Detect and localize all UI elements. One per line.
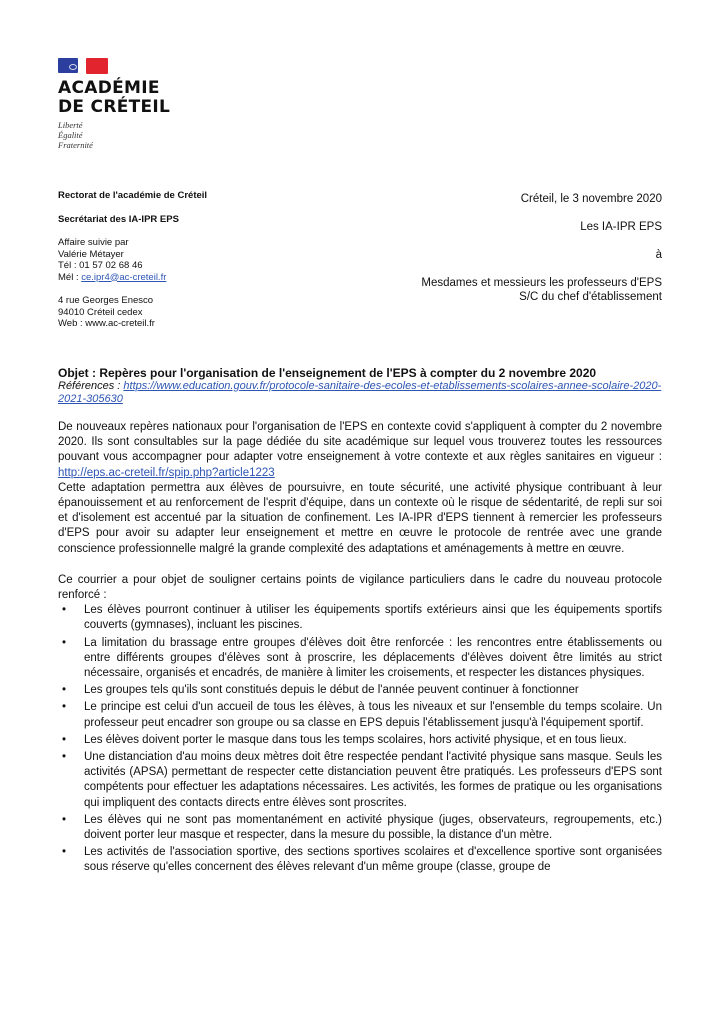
bullet-icon: • xyxy=(62,684,67,697)
bullet-icon: • xyxy=(62,846,67,859)
list-item xyxy=(58,603,662,633)
eps-article-link[interactable]: http://eps.ac-creteil.fr/spip.php?article1223 xyxy=(58,466,275,479)
rectorat-label: Rectorat de l'académie de Créteil xyxy=(58,190,208,201)
list-item-text: Les activités de l'association sportive, des sections sportives scolaires et d'excellence sportive sont organisées sous réserve qu'elles concernent des élèves relevant d'un même groupe (classe, groupe de xyxy=(84,846,662,874)
list-item xyxy=(58,636,662,682)
vigilance-list xyxy=(58,603,662,875)
paragraph-adaptation: Cette adaptation permettra aux élèves de poursuivre, en toute sécurité, une activité physique contribuant à leur épanouissement et au renforcement de l'esprit d'équipe, dans un contexte où le risque de sédentarité, de repli sur soi et d'isolement est accentué par la situation de confinement. Les IA-IPR d'EPS tiennent à remercier les professeurs d'EPS pour avoir su adapter leur enseignement et mettre en œuvre le protocole de rentrée avec une grande conscience professionnelle malgré la grande complexité des adaptations et aménagements à mettre en œuvre. xyxy=(58,481,662,555)
letter-date: Créteil, le 3 novembre 2020 xyxy=(520,193,662,205)
bullet-icon: • xyxy=(62,751,67,764)
french-flag-icon xyxy=(58,58,170,75)
logo-line-1: ACADÉMIE xyxy=(58,78,160,98)
flag-blue-panel xyxy=(58,58,78,73)
list-item xyxy=(58,813,662,843)
letter-subject: Objet : Repères pour l'organisation de l'enseignement de l'EPS à compter du 2 novembre 2020 xyxy=(58,366,597,380)
motto-liberte: Liberté xyxy=(58,120,83,130)
paragraph-intro xyxy=(58,420,662,481)
mel-label: Mél : xyxy=(58,271,82,283)
address-line-1: 4 rue Georges Enesco xyxy=(58,295,154,306)
flag-red-panel xyxy=(86,58,108,74)
references-label: Références : xyxy=(58,380,124,392)
academie-logo xyxy=(58,58,170,150)
contact-name: Valérie Métayer xyxy=(58,248,124,260)
bullet-icon: • xyxy=(62,813,67,826)
list-item xyxy=(58,845,662,875)
list-item xyxy=(58,733,662,748)
addressee-line-2: S/C du chef d'établissement xyxy=(519,291,662,303)
references xyxy=(58,380,662,406)
list-item-text: Les élèves pourront continuer à utiliser les équipements sportifs extérieurs ainsi que les équipements sportifs couverts (gymnases), incluant les piscines. xyxy=(84,604,662,632)
affaire-label: Affaire suivie par xyxy=(58,237,129,248)
list-item xyxy=(58,683,662,698)
secretariat-label: Secrétariat des IA-IPR EPS xyxy=(58,213,179,225)
address-line-2: 94010 Créteil cedex xyxy=(58,306,143,318)
list-item-text: Le principe est celui d'un accueil de tous les élèves, à tous les niveaux et sur l'ensemble du temps scolaire. Un professeur peut encadrer son groupe ou sa classe en EPS depuis l'établissement jusqu'à l'équipement sportif. xyxy=(84,701,662,729)
list-item-text: Les élèves doivent porter le masque dans tous les temps scolaires, hors activité physique, et en tous lieux. xyxy=(84,733,627,746)
references-link[interactable]: https://www.education.gouv.fr/protocole-sanitaire-des-ecoles-et-etablissements-scolaires-annee-scolaire-2020-2021-305630 xyxy=(58,380,662,405)
list-item-text: Une distanciation d'au moins deux mètres doit être respectée pendant l'activité physique sans masque. Seuls les activités (APSA) permettant de respecter cette distanciation peuvent être pratiqués. Les professeurs d'EPS sont compétents pour effectuer les adaptations nécessaires. Les activités, les formes de pratique ou les organisations qui impliquent des contacts directs entre élèves sont proscrites. xyxy=(84,751,662,809)
sender-block xyxy=(58,190,207,330)
bullet-icon: • xyxy=(62,604,67,617)
motto-egalite: Égalité xyxy=(58,130,83,140)
motto-fraternite: Fraternité xyxy=(58,140,93,150)
addressee-line-1: Mesdames et messieurs les professeurs d'EPS xyxy=(421,277,662,289)
letter-from: Les IA-IPR EPS xyxy=(580,221,662,233)
list-item xyxy=(58,700,662,730)
letter-body xyxy=(58,366,662,878)
bullet-icon: • xyxy=(62,701,67,714)
list-item-text: La limitation du brassage entre groupes d'élèves doit être renforcée : les rencontres entre établissements ou entre différents groupes d'élèves sont à proscrire, les déplacements d'élèves doivent être limités au strict nécessaire, organisés et encadrés, de manière à limiter les croisements, et respecter les distances physiques. xyxy=(84,636,662,680)
logo-title xyxy=(58,79,170,117)
contact-mel xyxy=(58,272,207,284)
contact-tel: Tél : 01 57 02 68 46 xyxy=(58,260,143,271)
bullet-icon: • xyxy=(62,636,67,649)
web-address: Web : www.ac-creteil.fr xyxy=(58,318,155,329)
logo-line-2: DE CRÉTEIL xyxy=(58,97,171,117)
list-item xyxy=(58,750,662,811)
republic-motto xyxy=(58,120,170,150)
letter-to-word: à xyxy=(655,249,662,261)
bullet-icon: • xyxy=(62,733,67,746)
list-item-text: Les groupes tels qu'ils sont constitués depuis le début de l'année peuvent continuer à fonctionner xyxy=(84,684,579,697)
recipient-block xyxy=(421,192,662,304)
paragraph-intro-text: De nouveaux repères nationaux pour l'organisation de l'EPS en contexte covid s'appliquent à compter du 2 novembre 2020. Ils sont consultables sur la page dédiée du site académique sur lequel vous trouverez toutes les ressources pouvant vous accompagner pour adapter votre enseignement à votre contexte et aux règles sanitaires en vigueur : xyxy=(58,421,662,464)
paragraph-vigilance: Ce courrier a pour objet de souligner certains points de vigilance particuliers dans le cadre du nouveau protocole renforcé : xyxy=(58,573,662,602)
list-item-text: Les élèves qui ne sont pas momentanément en activité physique (juges, observateurs, regroupements, etc.) doivent porter leur masque et respecter, dans la mesure du possible, la distance d'un mètre. xyxy=(84,813,662,842)
email-link[interactable]: ce.ipr4@ac-creteil.fr xyxy=(81,271,167,283)
